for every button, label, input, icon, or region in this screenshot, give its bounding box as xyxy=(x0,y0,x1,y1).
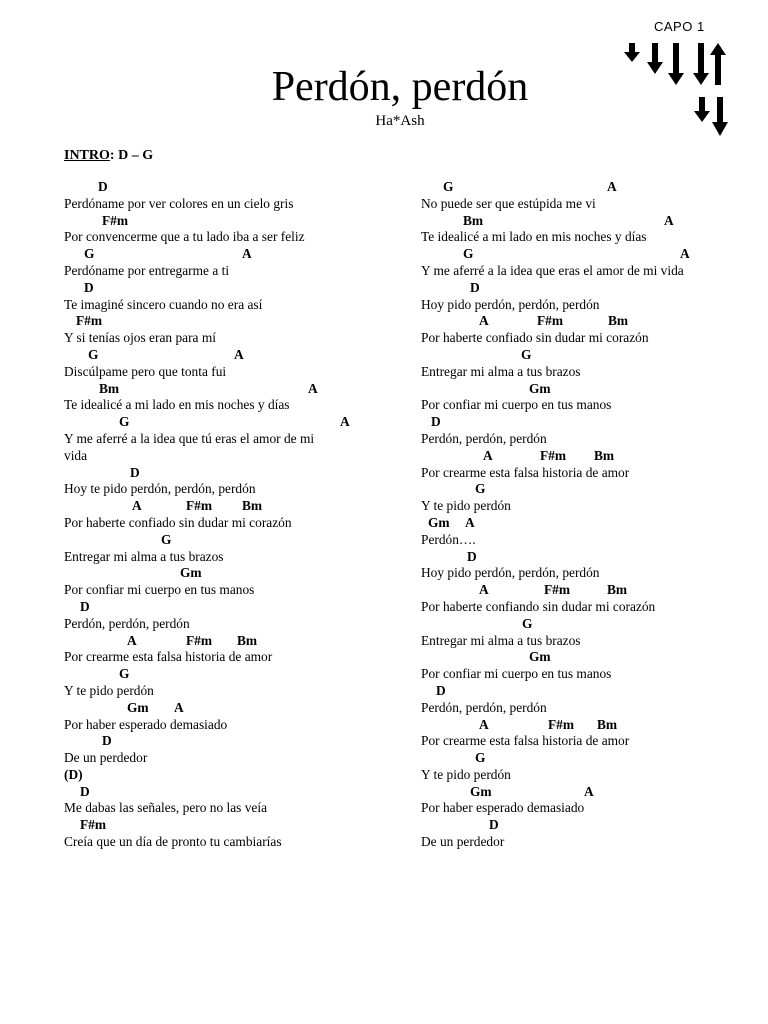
chord-line xyxy=(64,599,404,616)
chord-line xyxy=(421,313,761,330)
lyric-line: Hoy pido perdón, perdón, perdón xyxy=(421,296,600,312)
chord: Gm xyxy=(428,514,450,530)
chord: A xyxy=(607,179,617,194)
chord: F#m xyxy=(186,632,213,648)
chord: Bm xyxy=(237,632,258,648)
song-artist: Ha*Ash xyxy=(375,113,425,129)
chord: Gm xyxy=(180,565,202,581)
chord: G xyxy=(463,246,474,262)
chord: G xyxy=(119,414,130,430)
chord-line xyxy=(421,246,761,263)
chord: G xyxy=(522,615,533,631)
chord-line xyxy=(421,616,761,633)
strum-down-arrow-icon xyxy=(624,43,640,62)
lyric-line: Y te pido perdón xyxy=(421,498,511,514)
chord: A xyxy=(584,783,594,799)
lyric-line: Por haberte confiando sin dudar mi corazón xyxy=(421,598,656,614)
lyric-line: Por convencerme que a tu lado iba a ser feliz xyxy=(64,229,305,245)
chord: D xyxy=(80,783,90,799)
chord: D xyxy=(489,817,499,833)
chord-line xyxy=(64,213,404,230)
lyric-line: Por haberte confiado sin dudar mi corazón xyxy=(421,330,649,346)
chord: Bm xyxy=(242,498,263,514)
intro-label: INTRO xyxy=(64,148,110,163)
chord: F#m xyxy=(102,212,129,228)
chord: A xyxy=(479,313,489,329)
chord: G xyxy=(119,666,130,682)
chord-line xyxy=(64,313,404,330)
lyric-line: Y me aferré a la idea que eras el amor de mi vida xyxy=(421,262,684,278)
chord: A xyxy=(664,212,674,228)
chord: A xyxy=(479,716,489,732)
lyric-line: Por confiar mi cuerpo en tus manos xyxy=(64,582,255,598)
chord-line xyxy=(64,565,404,582)
lyric-line: Por haber esperado demasiado xyxy=(64,716,228,732)
lyric-line: Perdóname por entregarme a ti xyxy=(64,262,230,278)
lyric-line: No puede ser que estúpida me vi xyxy=(421,195,596,211)
chord: Gm xyxy=(529,380,551,396)
chord: G xyxy=(475,481,486,497)
capo-label: CAPO 1 xyxy=(654,19,705,34)
chord-line xyxy=(64,633,404,650)
chord: G xyxy=(88,346,99,362)
lyric-line: Por crearme esta falsa historia de amor xyxy=(64,649,273,665)
lyric-line: Perdón, perdón, perdón xyxy=(421,699,547,715)
lyric-line: Discúlpame pero que tonta fui xyxy=(64,363,227,379)
chord: A xyxy=(483,447,493,463)
chord-line xyxy=(64,347,404,364)
lyric-line: Perdón…. xyxy=(421,531,476,547)
chord-line xyxy=(421,515,761,532)
chord-line xyxy=(421,179,761,196)
chord: Bm xyxy=(463,212,484,228)
lyric-line: Y te pido perdón xyxy=(421,766,511,782)
chord-line xyxy=(64,414,404,431)
lyric-line: De un perdedor xyxy=(64,750,148,766)
chord: A xyxy=(680,246,690,262)
chord-line xyxy=(64,280,404,297)
chord: A xyxy=(465,514,475,530)
chord: A xyxy=(174,699,184,715)
chord: G xyxy=(84,246,95,262)
lyric-line: Por confiar mi cuerpo en tus manos xyxy=(421,397,612,413)
chord: D xyxy=(102,733,112,749)
chord: (D) xyxy=(64,766,83,782)
lyric-line: Perdón, perdón, perdón xyxy=(64,615,190,631)
chord: D xyxy=(470,279,480,295)
lyric-line: Hoy te pido perdón, perdón, perdón xyxy=(64,481,256,497)
chord-line xyxy=(64,532,404,549)
lyric-line: Y me aferré a la idea que tú eras el amor de mi xyxy=(64,430,315,446)
chord: G xyxy=(475,750,486,766)
chord-line xyxy=(421,750,761,767)
lyric-line: Perdón, perdón, perdón xyxy=(421,430,547,446)
song-title: Perdón, perdón xyxy=(271,64,529,110)
chord-line xyxy=(64,246,404,263)
chord: A xyxy=(234,346,244,362)
chord: A xyxy=(132,498,142,514)
chord: D xyxy=(80,598,90,614)
chord: A xyxy=(479,582,489,598)
lyric-line: Por confiar mi cuerpo en tus manos xyxy=(421,666,612,682)
lyric-line: Te idealicé a mi lado en mis noches y días xyxy=(64,397,290,413)
lyric-line: Perdóname por ver colores en un cielo gris xyxy=(64,195,294,211)
intro-colon: : xyxy=(109,148,115,163)
left-column xyxy=(64,179,404,851)
chord: Bm xyxy=(597,716,618,732)
lyric-line: Te idealicé a mi lado en mis noches y días xyxy=(421,229,647,245)
chord-line xyxy=(64,817,404,834)
chord: F#m xyxy=(544,582,571,598)
lyric-line: De un perdedor xyxy=(421,834,505,850)
chord: Bm xyxy=(608,313,629,329)
chord: A xyxy=(127,632,137,648)
chord: D xyxy=(84,279,94,295)
chord-line xyxy=(64,179,404,196)
chord-line xyxy=(64,666,404,683)
chord: G xyxy=(161,531,172,547)
chord: A xyxy=(340,414,350,430)
chord-line xyxy=(421,817,761,834)
intro-line xyxy=(64,148,153,164)
lyric-line: Entregar mi alma a tus brazos xyxy=(421,632,581,648)
lyric-line: Entregar mi alma a tus brazos xyxy=(421,363,581,379)
chord-line xyxy=(421,448,761,465)
lyric-line: Por crearme esta falsa historia de amor xyxy=(421,464,630,480)
chord: F#m xyxy=(186,498,213,514)
chord-line xyxy=(421,784,761,801)
chord: A xyxy=(242,246,252,262)
chord: F#m xyxy=(537,313,564,329)
chord-line xyxy=(64,784,404,801)
chord-line xyxy=(421,347,761,364)
lyric-line: Por haberte confiado sin dudar mi corazón xyxy=(64,514,292,530)
chord-line xyxy=(421,683,761,700)
chord: G xyxy=(443,179,454,194)
chord-line xyxy=(421,213,761,230)
chord: Bm xyxy=(99,380,120,396)
chord-line xyxy=(421,414,761,431)
chord-line xyxy=(421,717,761,734)
lyric-line: Me dabas las señales, pero no las veía xyxy=(64,800,268,816)
chord-line xyxy=(421,381,761,398)
chord: Bm xyxy=(594,447,615,463)
chord: G xyxy=(521,346,532,362)
lyric-line: Y si tenías ojos eran para mí xyxy=(64,330,216,346)
chord: F#m xyxy=(76,313,103,329)
chord: D xyxy=(467,548,477,564)
chord-line xyxy=(64,700,404,717)
lyric-line: Te imaginé sincero cuando no era así xyxy=(64,296,263,312)
chord: D xyxy=(436,682,446,698)
chord: F#m xyxy=(548,716,575,732)
chord-line xyxy=(421,481,761,498)
chord-line xyxy=(64,381,404,398)
lyric-line: Creía que un día de pronto tu cambiarías xyxy=(64,834,282,850)
chord: D xyxy=(431,414,441,430)
chord-line xyxy=(421,582,761,599)
chord-line xyxy=(64,767,404,784)
lyric-line: Entregar mi alma a tus brazos xyxy=(64,548,224,564)
intro-chords: D – G xyxy=(118,148,154,163)
chord: Gm xyxy=(127,699,149,715)
chord: D xyxy=(98,179,108,194)
chord-line xyxy=(64,498,404,515)
chord: Gm xyxy=(470,783,492,799)
chord-line xyxy=(64,465,404,482)
lyric-line: Hoy pido perdón, perdón, perdón xyxy=(421,565,600,581)
chord-line xyxy=(421,280,761,297)
chord: F#m xyxy=(540,447,567,463)
chord: A xyxy=(308,380,318,396)
chord: F#m xyxy=(80,817,107,833)
lyric-line: Por haber esperado demasiado xyxy=(421,800,585,816)
chord: D xyxy=(130,464,140,480)
chord-line xyxy=(421,549,761,566)
chord: Bm xyxy=(607,582,628,598)
chord-line xyxy=(64,733,404,750)
chord: Gm xyxy=(529,649,551,665)
right-column xyxy=(421,179,761,851)
chord-line xyxy=(421,649,761,666)
lyric-line: Y te pido perdón xyxy=(64,682,154,698)
lyric-line: Por crearme esta falsa historia de amor xyxy=(421,733,630,749)
lyric-line: vida xyxy=(64,447,88,463)
